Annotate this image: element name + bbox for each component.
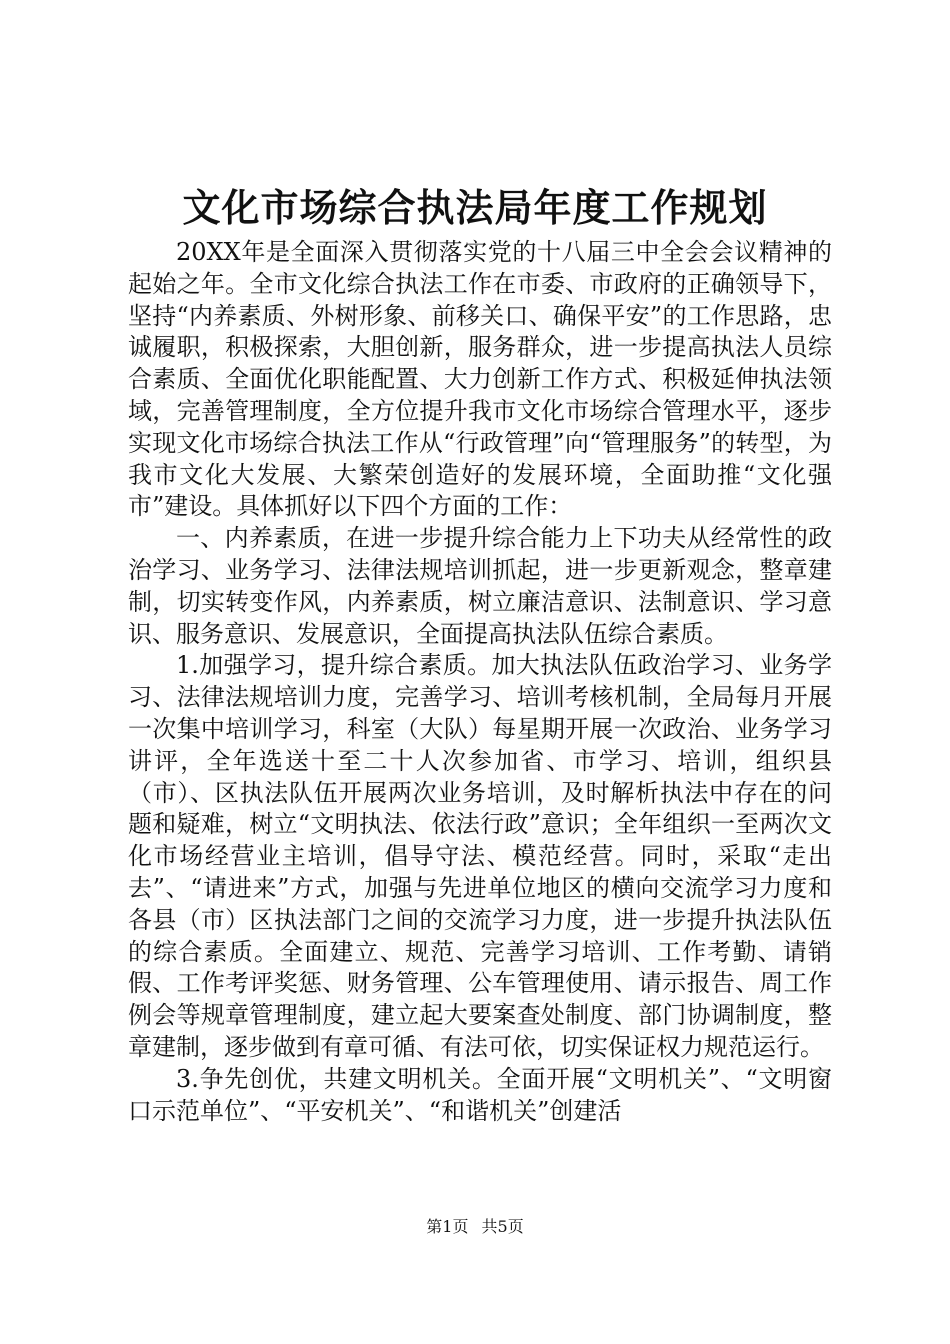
- paragraph-item-3: 3.争先创优，共建文明机关。全面开展“文明机关”、“文明窗口示范单位”、“平安机关”、“和谐机关”创建活: [128, 1064, 832, 1125]
- paragraph-item-1: 1.加强学习，提升综合素质。加大执法队伍政治学习、业务学习、法律法规培训力度，完善学习、培训考核机制，全局每月开展一次集中培训学习，科室（大队）每星期开展一次政治、业务学习讲评，全年选送十至二十人次参加省、市学习、培训，组织县（市）、区执法队伍开展两次业务培训，及时解析执法中存在的问题和疑难，树立“文明执法、依法行政”意识；全年组织一至两次文化市场经营业主培训，倡导守法、模范经营。同时，采取“走出去”、“请进来”方式，加强与先进单位地区的横向交流学习力度和各县（市）区执法部门之间的交流学习力度，进一步提升执法队伍的综合素质。全面建立、规范、完善学习培训、工作考勤、请销假、工作考评奖惩、财务管理、公车管理使用、请示报告、周工作例会等规章管理制度，建立起大要案查处制度、部门协调制度，整章建制，逐步做到有章可循、有法可依，切实保证权力规范运行。: [128, 651, 832, 1061]
- paragraph-section-one: 一、内养素质，在进一步提升综合能力上下功夫从经常性的政治学习、业务学习、法律法规培训抓起，进一步更新观念，整章建制，切实转变作风，内养素质，树立廉洁意识、法制意识、学习意识、服务意识、发展意识，全面提高执法队伍综合素质。: [128, 524, 832, 648]
- document-title: 文化市场综合执法局年度工作规划: [182, 185, 768, 230]
- page-total: 共5页: [481, 1217, 524, 1236]
- paragraph-intro: 20XX年是全面深入贯彻落实党的十八届三中全会会议精神的起始之年。全市文化综合执法工作在市委、市政府的正确领导下，坚持“内养素质、外树形象、前移关口、确保平安”的工作思路，忠诚履职，积极探索，大胆创新，服务群众，进一步提高执法人员综合素质、全面优化职能配置、大力创新工作方式、积极延伸执法领域，完善管理制度，全方位提升我市文化市场综合管理水平，逐步实现文化市场综合执法工作从“行政管理”向“管理服务”的转型，为我市文化大发展、大繁荣创造好的发展环境，全面助推“文化强市”建设。具体抓好以下四个方面的工作：: [128, 238, 832, 521]
- page-number: 第1页: [426, 1217, 469, 1236]
- page-footer: [0, 1215, 950, 1239]
- document-body: [128, 237, 832, 1127]
